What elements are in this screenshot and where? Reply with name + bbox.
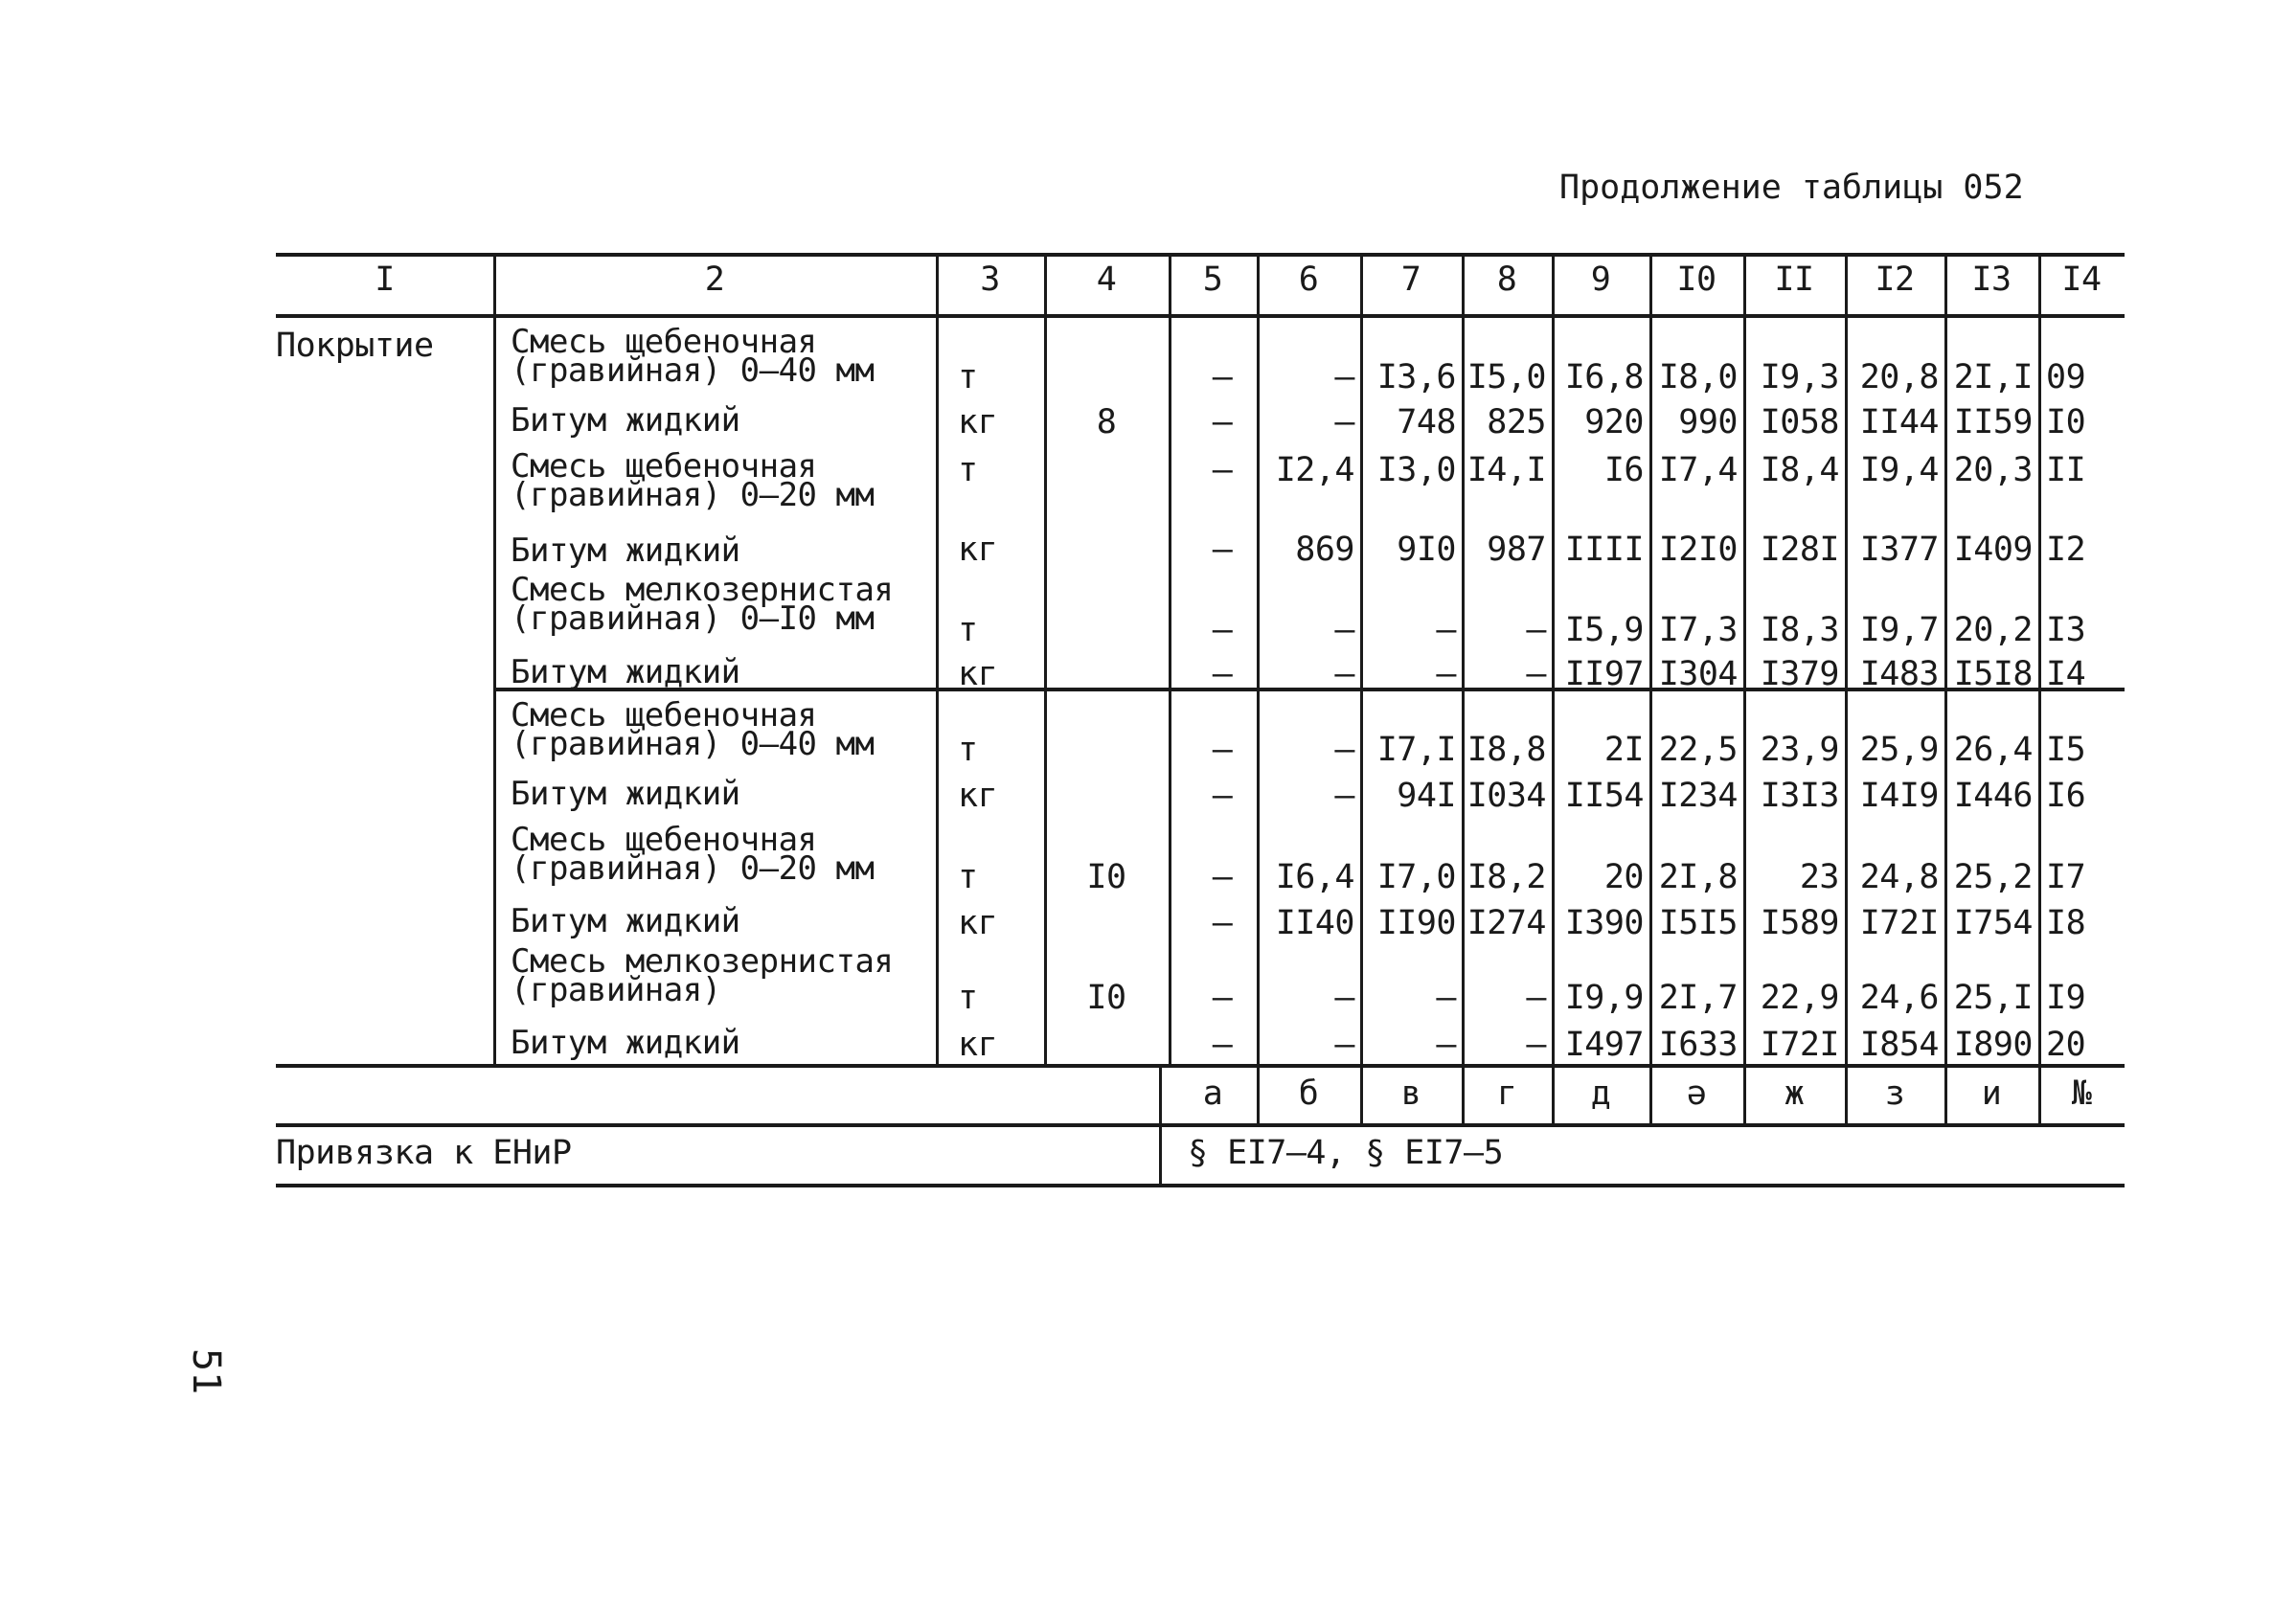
row-name: Смесь щебеночная [511,447,817,486]
column-divider [936,253,939,1064]
row-unit: т [958,358,978,396]
row-value-col7: II90 [1376,904,1456,942]
row-value-col10: I304 [1658,655,1738,693]
letter-cell-10: № [2071,1074,2092,1113]
row-value-col4: 8 [1096,403,1117,441]
column-header-5: 5 [1202,260,1223,299]
row-number: I5 [2046,731,2086,769]
row-value-col8: – [1526,1026,1546,1064]
row-value-col6: – [1334,979,1354,1017]
letter-cell-7: ж [1784,1074,1805,1113]
row-value-col7: – [1436,611,1456,649]
row-number: 20 [2046,1026,2086,1064]
column-divider [1743,1064,1746,1123]
column-divider [1159,1064,1162,1184]
row-value-col10: I2I0 [1658,531,1738,569]
row-value-col9: I497 [1564,1026,1644,1064]
page-title: Продолжение таблицы 052 [1559,169,2024,207]
row-name: (гравийная) [511,971,721,1009]
row-value-col6: – [1334,1026,1354,1064]
row-number: I2 [2046,531,2086,569]
row-value-col13: 26,4 [1953,731,2033,769]
column-divider [2038,1064,2041,1123]
column-divider [2038,253,2041,1064]
column-divider [1257,253,1260,1064]
row-value-col10: 2I,7 [1658,979,1738,1017]
column-divider [1944,253,1947,1064]
column-divider [1552,1064,1555,1123]
row-value-col11: I8,4 [1760,451,1839,489]
row-value-col6: – [1334,403,1354,441]
letter-cell-5: д [1590,1074,1611,1113]
row-value-col12: 25,9 [1859,731,1939,769]
row-value-col13: 20,2 [1953,611,2033,649]
row-value-col12: 20,8 [1859,358,1939,396]
letter-cell-2: б [1298,1074,1319,1113]
row-value-col11: I589 [1760,904,1839,942]
row-name: (гравийная) 0–20 мм [511,476,875,514]
row-value-col6: – [1334,777,1354,815]
row-name: (гравийная) 0–40 мм [511,725,875,763]
row-value-col10: I7,4 [1658,451,1738,489]
row-value-col9: 2I [1603,731,1644,769]
row-value-col8: I8,8 [1466,731,1546,769]
row-value-col9: I5,9 [1564,611,1644,649]
row-value-col7: I7,0 [1376,858,1456,896]
row-value-col11: 23 [1799,858,1839,896]
row-value-col9: IIII [1564,531,1644,569]
row-value-col13: I446 [1953,777,2033,815]
page-number: 51 [184,1348,228,1395]
row-value-col8: – [1526,655,1546,693]
table-bottom-rule [276,1184,2125,1187]
row-value-col6: – [1334,655,1354,693]
column-divider [1360,1064,1363,1123]
row-value-col7: – [1436,1026,1456,1064]
letter-cell-6: ə [1686,1074,1707,1113]
row-value-col9: I6,8 [1564,358,1644,396]
column-header-12: I2 [1875,260,1915,299]
row-value-col5: – [1212,731,1233,769]
row-value-col10: I8,0 [1658,358,1738,396]
row-value-col10: I5I5 [1658,904,1738,942]
row-value-col12: 24,6 [1859,979,1939,1017]
row-value-col11: I8,3 [1760,611,1839,649]
column-divider [1257,1064,1260,1123]
row-value-col6: – [1334,731,1354,769]
column-divider [1845,253,1848,1064]
row-value-col6: II40 [1275,904,1354,942]
letter-cell-4: г [1496,1074,1517,1113]
column-divider [1845,1064,1848,1123]
row-value-col11: I3I3 [1760,777,1839,815]
row-name: (гравийная) 0–40 мм [511,351,875,390]
row-value-col12: I377 [1859,531,1939,569]
column-header-10: I0 [1676,260,1716,299]
row-number: II [2046,451,2086,489]
row-value-col5: – [1212,451,1233,489]
row-number: 09 [2046,358,2086,396]
row-number: I8 [2046,904,2086,942]
row-name: Смесь щебеночная [511,696,817,735]
row-value-col7: I3,6 [1376,358,1456,396]
row-value-col11: I28I [1760,531,1839,569]
row-value-col4: I0 [1086,858,1126,896]
row-value-col9: II54 [1564,777,1644,815]
column-header-2: 2 [704,260,725,299]
column-divider [1944,1064,1947,1123]
row-value-col8: I5,0 [1466,358,1546,396]
row-value-col8: I274 [1466,904,1546,942]
row-value-col11: I9,3 [1760,358,1839,396]
row-value-col8: I8,2 [1466,858,1546,896]
row-value-col12: II44 [1859,403,1939,441]
row-value-col12: 24,8 [1859,858,1939,896]
row-number: I3 [2046,611,2086,649]
row-value-col11: I058 [1760,403,1839,441]
row-name: Битум жидкий [511,531,740,570]
row-unit: т [958,731,978,769]
row-number: I0 [2046,403,2086,441]
row-value-col13: I5I8 [1953,655,2033,693]
row-name: Смесь мелкозернистая [511,571,894,609]
row-name: Битум жидкий [511,1024,740,1062]
row-value-col5: – [1212,655,1233,693]
row-unit: кг [958,904,998,942]
row-name: Битум жидкий [511,902,740,940]
row-name: Битум жидкий [511,653,740,691]
row-value-col5: – [1212,358,1233,396]
column-header-1: I [375,260,395,299]
letter-row-bottom-rule [276,1123,2125,1127]
column-header-4: 4 [1096,260,1117,299]
row-value-col7: 9I0 [1397,531,1456,569]
row-number: I4 [2046,655,2086,693]
row-name: Смесь мелкозернистая [511,942,894,981]
row-number: I6 [2046,777,2086,815]
row-number: I7 [2046,858,2086,896]
row-value-col9: I390 [1564,904,1644,942]
row-name: Битум жидкий [511,775,740,813]
column-divider [1044,253,1047,1064]
column-header-13: I3 [1971,260,2012,299]
row-value-col12: I854 [1859,1026,1939,1064]
row-name: Битум жидкий [511,401,740,440]
row-name: Смесь щебеночная [511,323,817,361]
row-value-col8: – [1526,979,1546,1017]
row-value-col11: I72I [1760,1026,1839,1064]
column-header-11: II [1774,260,1814,299]
row-value-col12: I9,7 [1859,611,1939,649]
row-number: I9 [2046,979,2086,1017]
row-value-col7: 748 [1397,403,1456,441]
row-value-col9: I6 [1603,451,1644,489]
row-unit: т [958,451,978,489]
row-value-col13: II59 [1953,403,2033,441]
column-header-6: 6 [1298,260,1319,299]
row-value-col13: 25,I [1953,979,2033,1017]
footer-value: § ЕI7–4, § ЕI7–5 [1188,1134,1504,1172]
row-value-col12: I72I [1859,904,1939,942]
row-value-col13: I754 [1953,904,2033,942]
row-value-col6: – [1334,611,1354,649]
row-value-col6: – [1334,358,1354,396]
column-divider [493,253,496,1064]
row-value-col6: I2,4 [1275,451,1354,489]
letter-cell-3: в [1400,1074,1421,1113]
row-value-col7: I3,0 [1376,451,1456,489]
row-value-col10: I234 [1658,777,1738,815]
letter-cell-8: з [1884,1074,1905,1113]
row-unit: т [958,979,978,1017]
row-value-col13: I890 [1953,1026,2033,1064]
row-value-col5: – [1212,531,1233,569]
row-value-col6: I6,4 [1275,858,1354,896]
row-value-col9: I9,9 [1564,979,1644,1017]
row-value-col8: 825 [1487,403,1546,441]
column-header-7: 7 [1400,260,1421,299]
column-divider [1169,253,1171,1064]
column-header-9: 9 [1590,260,1611,299]
row-value-col12: I483 [1859,655,1939,693]
row-value-col11: I379 [1760,655,1839,693]
row-value-col5: – [1212,777,1233,815]
row-value-col8: 987 [1487,531,1546,569]
row-value-col10: 22,5 [1658,731,1738,769]
column-divider [1360,253,1363,1064]
row-value-col7: – [1436,979,1456,1017]
letter-cell-1: а [1202,1074,1223,1113]
row-unit: кг [958,531,998,569]
row-value-col5: – [1212,1026,1233,1064]
row-value-col12: I9,4 [1859,451,1939,489]
row-value-col7: 94I [1397,777,1456,815]
row-unit: кг [958,1026,998,1064]
row-value-col8: I4,I [1466,451,1546,489]
footer-label: Привязка к ЕНиР [276,1134,572,1172]
column-header-3: 3 [980,260,1000,299]
row-value-col9: II97 [1564,655,1644,693]
letter-cell-9: и [1981,1074,2002,1113]
row-value-col5: – [1212,403,1233,441]
row-value-col5: – [1212,979,1233,1017]
row-value-col13: 25,2 [1953,858,2033,896]
row-value-col5: – [1212,611,1233,649]
row-value-col5: – [1212,904,1233,942]
section-label: Покрытие [276,327,434,365]
column-header-8: 8 [1496,260,1517,299]
row-value-col10: I7,3 [1658,611,1738,649]
row-value-col9: 920 [1584,403,1644,441]
row-value-col6: 869 [1295,531,1354,569]
row-name: (гравийная) 0–20 мм [511,849,875,888]
row-value-col10: 2I,8 [1658,858,1738,896]
column-divider [1462,1064,1465,1123]
row-value-col11: 22,9 [1760,979,1839,1017]
row-value-col7: I7,I [1376,731,1456,769]
column-divider [1649,1064,1652,1123]
row-name: Смесь щебеночная [511,821,817,859]
row-unit: кг [958,403,998,441]
row-value-col8: – [1526,611,1546,649]
row-unit: т [958,858,978,896]
row-name: (гравийная) 0–I0 мм [511,599,875,638]
column-divider [1462,253,1465,1064]
row-value-col12: I4I9 [1859,777,1939,815]
row-value-col13: I409 [1953,531,2033,569]
row-unit: т [958,611,978,649]
row-value-col10: 990 [1678,403,1738,441]
row-value-col5: – [1212,858,1233,896]
row-unit: кг [958,655,998,693]
row-value-col11: 23,9 [1760,731,1839,769]
row-value-col7: – [1436,655,1456,693]
row-value-col8: I034 [1466,777,1546,815]
row-value-col9: 20 [1603,858,1644,896]
row-unit: кг [958,777,998,815]
row-value-col4: I0 [1086,979,1126,1017]
row-value-col13: 2I,I [1953,358,2033,396]
row-value-col10: I633 [1658,1026,1738,1064]
column-header-14: I4 [2061,260,2102,299]
column-divider [1743,253,1746,1064]
row-value-col13: 20,3 [1953,451,2033,489]
column-divider [1552,253,1555,1064]
column-divider [1649,253,1652,1064]
